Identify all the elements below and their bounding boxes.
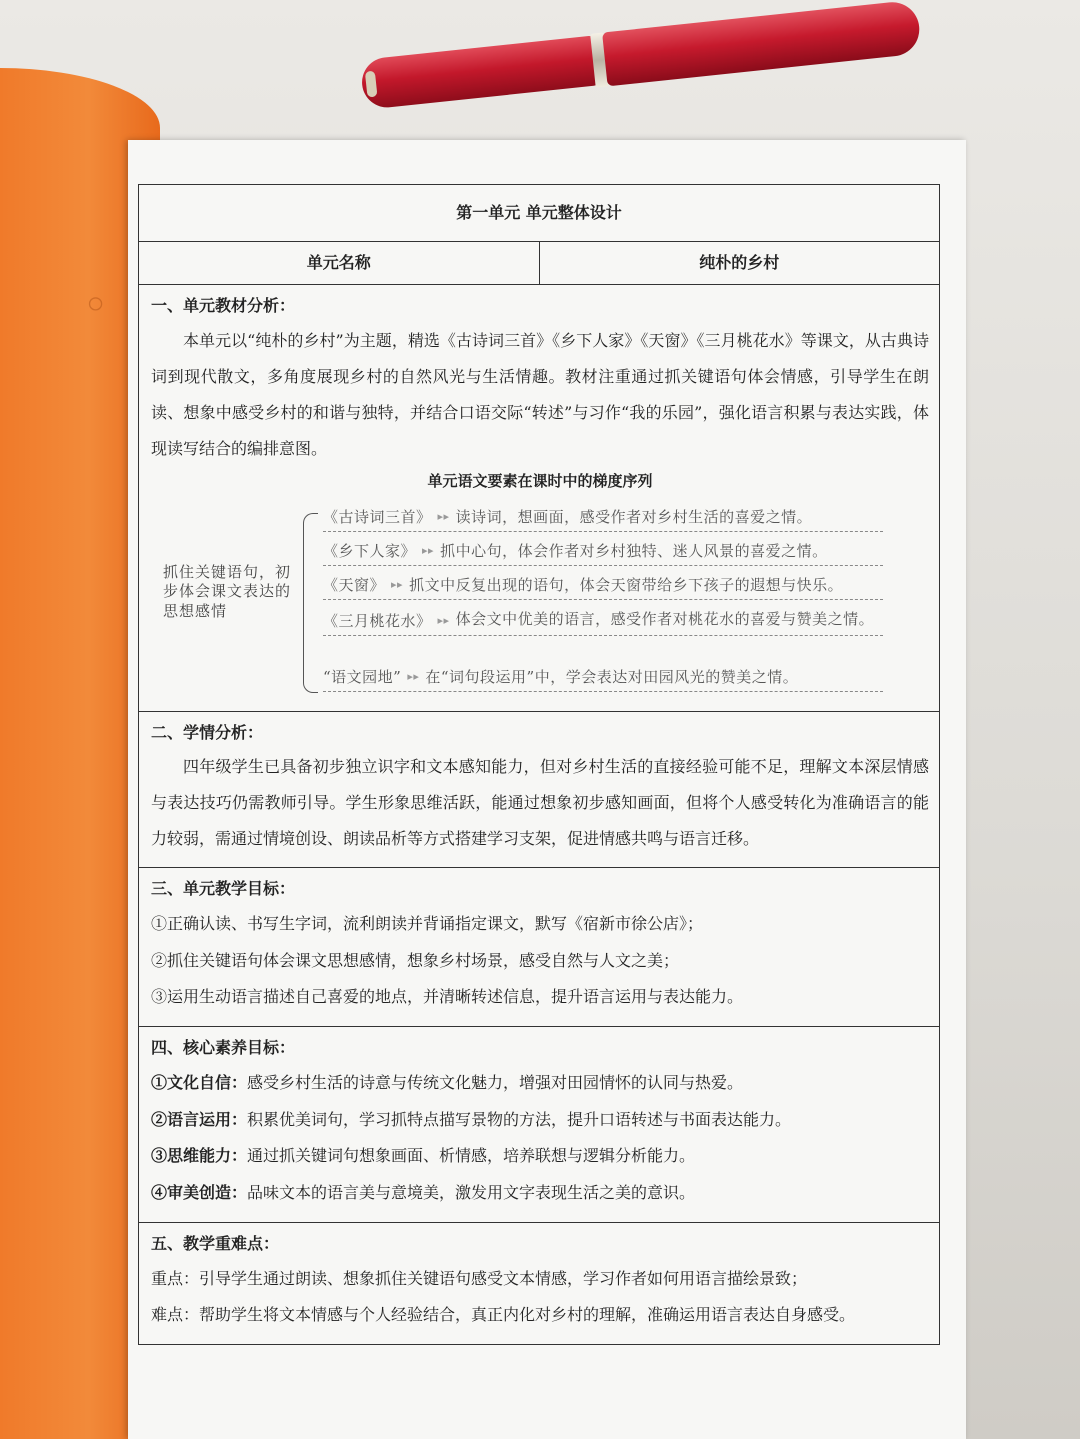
literacy-key: ④审美创造： <box>151 1183 248 1203</box>
literacy-key: ③思维能力： <box>151 1146 248 1166</box>
section-heading: 二、学情分析： <box>151 722 264 742</box>
goal-item: ①正确认读、书写生字词，流利朗读并背诵指定课文，默写《宿新市徐公店》； <box>151 913 704 933</box>
branch-lesson: 《天窗》 <box>323 575 386 594</box>
double-arrow-icon: ▸▸ <box>422 543 435 557</box>
literacy-text: 通过抓关键词句想象画面、析情感，培养联想与逻辑分析能力。 <box>247 1146 696 1166</box>
table-title <box>139 185 939 242</box>
diagram-title: 单元语文要素在课时中的梯度序列 <box>427 471 653 490</box>
double-arrow-icon: ▸▸ <box>437 613 450 627</box>
section-heading: 五、教学重难点： <box>151 1233 280 1253</box>
branch-lesson: “语文园地” <box>323 667 402 686</box>
literacy-text: 品味文本的语言美与意境美，激发用文字表现生活之美的意识。 <box>247 1183 696 1203</box>
section-heading: 四、核心素养目标： <box>151 1038 296 1058</box>
diagram-branch <box>323 505 883 532</box>
book-cover-mark: ◦ <box>82 278 110 332</box>
section-heading: 三、单元教学目标： <box>151 879 296 899</box>
literacy-item <box>151 1102 929 1139</box>
section-paragraph: 四年级学生已具备初步独立识字和文本感知能力，但对乡村生活的直接经验可能不足，理解文本深层情感与表达技巧仍需教师引导。学生形象思维活跃，能通过想象初步感知画面，但将个人感受转化为准确语言的能力较弱，需通过情境创设、朗读品析等方式搭建学习支架，促进情感共鸣与语言迁移。 <box>151 757 929 849</box>
gradient-diagram <box>151 503 929 701</box>
literacy-text: 积累优美词句，学习抓特点描写景物的方法，提升口语转述与书面表达能力。 <box>247 1109 792 1129</box>
double-arrow-icon: ▸▸ <box>391 577 404 591</box>
diagram-branch <box>323 539 883 566</box>
section-teaching-goals <box>139 868 939 1027</box>
section-material-analysis <box>139 285 939 712</box>
branch-lesson: 《古诗词三首》 <box>323 507 432 526</box>
branch-lesson: 《三月桃花水》 <box>323 611 432 630</box>
diagram-branch <box>323 573 883 600</box>
document-title: 第一单元 单元整体设计 <box>456 203 622 223</box>
literacy-item <box>151 1138 929 1175</box>
diagram-bracket <box>303 513 318 693</box>
difficulty-item: 难点：帮助学生将文本情感与个人经验结合，真正内化对乡村的理解，准确运用语言表达自身感受。 <box>151 1305 856 1325</box>
goal-item: ②抓住关键语句体会课文思想感情，想象乡村场景，感受自然与人文之美； <box>151 950 680 970</box>
literacy-text: 感受乡村生活的诗意与传统文化魅力，增强对田园情怀的认同与热爱。 <box>247 1072 744 1092</box>
key-point-item: 重点：引导学生通过朗读、想象抓住关键语句感受文本情感，学习作者如何用语言描绘景致； <box>151 1268 808 1288</box>
branch-text: 抓中心句，体会作者对乡村独特、迷人风景的喜爱之情。 <box>440 541 828 560</box>
literacy-key: ②语言运用： <box>151 1109 248 1129</box>
branch-lesson: 《乡下人家》 <box>323 541 417 560</box>
literacy-item <box>151 1065 929 1102</box>
section-core-literacy <box>139 1027 939 1223</box>
branch-text: 在“词句段运用”中，学会表达对田园风光的赞美之情。 <box>425 667 799 686</box>
unit-name-row <box>139 242 939 285</box>
diagram-branch <box>323 609 883 636</box>
double-arrow-icon: ▸▸ <box>407 669 420 683</box>
unit-name-label: 单元名称 <box>139 242 540 284</box>
literacy-key: ①文化自信： <box>151 1072 248 1092</box>
branch-text: 抓文中反复出现的语句，体会天窗带给乡下孩子的遐想与快乐。 <box>409 575 844 594</box>
diagram-branch <box>323 665 883 692</box>
double-arrow-icon: ▸▸ <box>437 509 450 523</box>
section-key-difficulties <box>139 1223 939 1344</box>
branch-text: 读诗词，想画面，感受作者对乡村生活的喜爱之情。 <box>455 507 813 526</box>
unit-name-value: 纯朴的乡村 <box>699 253 780 273</box>
branch-text: 体会文中优美的语言，感受作者对桃花水的喜爱与赞美之情。 <box>455 609 875 628</box>
section-learner-analysis <box>139 712 939 869</box>
unit-design-table <box>138 184 940 1345</box>
diagram-root: 抓住关键语句，初步体会课文表达的思想感情 <box>163 562 292 620</box>
section-heading: 一、单元教材分析： <box>151 296 296 315</box>
section-paragraph: 本单元以“纯朴的乡村”为主题，精选《古诗词三首》《乡下人家》《天窗》《三月桃花水》等课文，从古典诗词到现代散文，多角度展现乡村的自然风光与生活情趣。教材注重通过抓关键语句体会情感，引导学生在朗读、想象中感受乡村的和谐与独特，并结合口语交际“转述”与习作“我的乐园”，强化语言积累与表达实践，体现读写结合的编排意图。 <box>151 330 929 458</box>
literacy-item <box>151 1175 929 1212</box>
goal-item: ③运用生动语言描述自己喜爱的地点，并清晰转述信息，提升语言运用与表达能力。 <box>151 987 744 1007</box>
